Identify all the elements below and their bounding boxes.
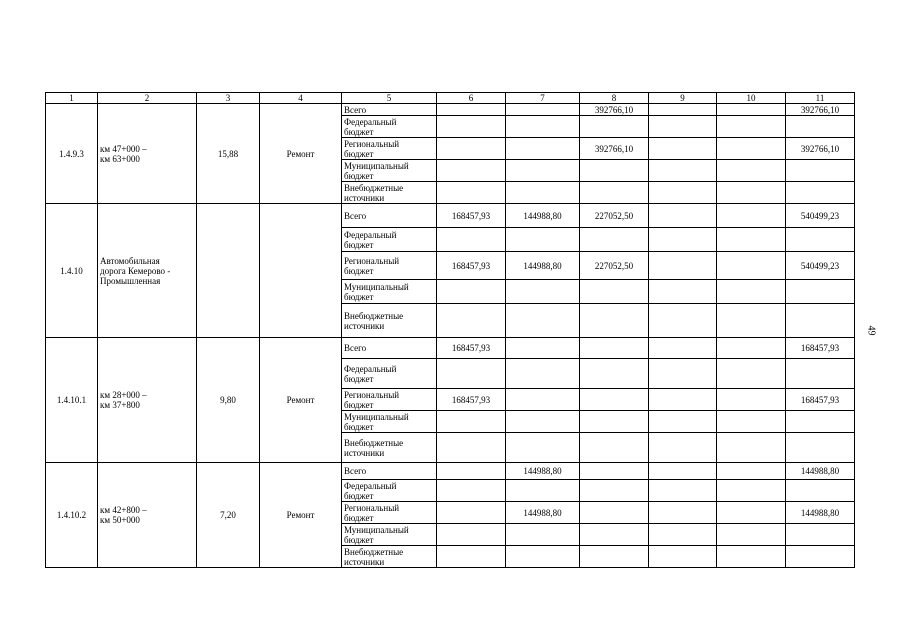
- value-cell-c6: [437, 463, 506, 480]
- value-cell-c6: [437, 304, 506, 338]
- value-cell-c9: [649, 116, 717, 138]
- funding-source: Региональный бюджет: [342, 502, 437, 524]
- item-name: км 47+000 – км 63+000: [98, 104, 197, 204]
- value-cell-c11: 144988,80: [786, 502, 855, 524]
- value-cell-c6: [437, 160, 506, 182]
- funding-source: Федеральный бюджет: [342, 228, 437, 252]
- value-cell-c9: [649, 228, 717, 252]
- funding-source: Муниципальный бюджет: [342, 280, 437, 304]
- value-cell-c10: [717, 138, 786, 160]
- table-row: [46, 204, 855, 228]
- table-body: [46, 104, 855, 568]
- value-cell-c6: [437, 104, 506, 116]
- funding-source: Региональный бюджет: [342, 138, 437, 160]
- item-length: 15,88: [197, 104, 260, 204]
- value-cell-c6: [437, 502, 506, 524]
- value-cell-c7: [506, 389, 580, 411]
- item-name: км 28+000 – км 37+800: [98, 338, 197, 463]
- value-cell-c10: [717, 160, 786, 182]
- funding-source: Муниципальный бюджет: [342, 411, 437, 433]
- value-cell-c8: [580, 411, 649, 433]
- item-length: [197, 204, 260, 338]
- item-work-type: Ремонт: [260, 463, 342, 568]
- funding-source: Федеральный бюджет: [342, 116, 437, 138]
- value-cell-c8: [580, 389, 649, 411]
- item-length: 7,20: [197, 463, 260, 568]
- value-cell-c8: [580, 160, 649, 182]
- value-cell-c10: [717, 502, 786, 524]
- value-cell-c10: [717, 359, 786, 389]
- value-cell-c9: [649, 138, 717, 160]
- header-col-4: 4: [260, 93, 342, 104]
- value-cell-c10: [717, 411, 786, 433]
- value-cell-c10: [717, 338, 786, 359]
- value-cell-c9: [649, 252, 717, 280]
- value-cell-c8: [580, 502, 649, 524]
- value-cell-c10: [717, 116, 786, 138]
- value-cell-c7: [506, 104, 580, 116]
- value-cell-c8: [580, 116, 649, 138]
- item-code: 1.4.9.3: [46, 104, 98, 204]
- value-cell-c6: [437, 411, 506, 433]
- value-cell-c7: 144988,80: [506, 252, 580, 280]
- value-cell-c11: [786, 160, 855, 182]
- value-cell-c8: [580, 433, 649, 463]
- value-cell-c8: [580, 546, 649, 568]
- value-cell-c7: [506, 359, 580, 389]
- value-cell-c9: [649, 524, 717, 546]
- value-cell-c9: [649, 182, 717, 204]
- value-cell-c11: [786, 304, 855, 338]
- item-length: 9,80: [197, 338, 260, 463]
- item-code: 1.4.10.1: [46, 338, 98, 463]
- value-cell-c8: [580, 463, 649, 480]
- funding-source: Всего: [342, 463, 437, 480]
- header-col-2: 2: [98, 93, 197, 104]
- value-cell-c8: 392766,10: [580, 138, 649, 160]
- value-cell-c8: [580, 228, 649, 252]
- value-cell-c11: 540499,23: [786, 252, 855, 280]
- funding-source: Всего: [342, 104, 437, 116]
- item-code: 1.4.10: [46, 204, 98, 338]
- value-cell-c10: [717, 228, 786, 252]
- value-cell-c7: [506, 116, 580, 138]
- value-cell-c6: [437, 524, 506, 546]
- header-col-6: 6: [437, 93, 506, 104]
- value-cell-c7: [506, 280, 580, 304]
- value-cell-c7: [506, 524, 580, 546]
- funding-source: Всего: [342, 338, 437, 359]
- value-cell-c7: [506, 182, 580, 204]
- value-cell-c8: 227052,50: [580, 252, 649, 280]
- value-cell-c7: 144988,80: [506, 502, 580, 524]
- value-cell-c8: 392766,10: [580, 104, 649, 116]
- value-cell-c10: [717, 524, 786, 546]
- value-cell-c8: [580, 338, 649, 359]
- value-cell-c8: [580, 280, 649, 304]
- value-cell-c9: [649, 160, 717, 182]
- value-cell-c9: [649, 502, 717, 524]
- value-cell-c9: [649, 463, 717, 480]
- item-name: Автомобильная дорога Кемерово - Промышленная: [98, 204, 197, 338]
- item-work-type: [260, 204, 342, 338]
- value-cell-c7: [506, 338, 580, 359]
- value-cell-c8: 227052,50: [580, 204, 649, 228]
- funding-source: Федеральный бюджет: [342, 480, 437, 502]
- value-cell-c6: [437, 359, 506, 389]
- funding-source: Всего: [342, 204, 437, 228]
- value-cell-c6: [437, 433, 506, 463]
- value-cell-c7: [506, 480, 580, 502]
- value-cell-c6: 168457,93: [437, 389, 506, 411]
- header-col-1: 1: [46, 93, 98, 104]
- header-row: [46, 93, 855, 104]
- value-cell-c11: 392766,10: [786, 104, 855, 116]
- value-cell-c8: [580, 524, 649, 546]
- value-cell-c11: 392766,10: [786, 138, 855, 160]
- value-cell-c7: 144988,80: [506, 204, 580, 228]
- value-cell-c10: [717, 104, 786, 116]
- header-col-11: 11: [786, 93, 855, 104]
- value-cell-c11: 168457,93: [786, 389, 855, 411]
- value-cell-c8: [580, 304, 649, 338]
- value-cell-c6: [437, 182, 506, 204]
- header-col-9: 9: [649, 93, 717, 104]
- value-cell-c9: [649, 204, 717, 228]
- funding-source: Муниципальный бюджет: [342, 160, 437, 182]
- value-cell-c11: [786, 280, 855, 304]
- header-col-5: 5: [342, 93, 437, 104]
- value-cell-c11: [786, 228, 855, 252]
- header-col-3: 3: [197, 93, 260, 104]
- value-cell-c6: [437, 280, 506, 304]
- value-cell-c8: [580, 480, 649, 502]
- funding-source: Внебюджетные источники: [342, 433, 437, 463]
- value-cell-c10: [717, 204, 786, 228]
- value-cell-c8: [580, 182, 649, 204]
- value-cell-c11: [786, 433, 855, 463]
- funding-source: Внебюджетные источники: [342, 304, 437, 338]
- value-cell-c11: 540499,23: [786, 204, 855, 228]
- value-cell-c10: [717, 463, 786, 480]
- value-cell-c7: [506, 304, 580, 338]
- value-cell-c10: [717, 433, 786, 463]
- table-row: [46, 104, 855, 116]
- value-cell-c7: 144988,80: [506, 463, 580, 480]
- value-cell-c7: [506, 138, 580, 160]
- value-cell-c11: [786, 116, 855, 138]
- value-cell-c7: [506, 160, 580, 182]
- value-cell-c10: [717, 280, 786, 304]
- value-cell-c10: [717, 480, 786, 502]
- value-cell-c10: [717, 546, 786, 568]
- value-cell-c9: [649, 359, 717, 389]
- value-cell-c10: [717, 182, 786, 204]
- table-row: [46, 463, 855, 480]
- value-cell-c7: [506, 411, 580, 433]
- value-cell-c9: [649, 280, 717, 304]
- header-col-8: 8: [580, 93, 649, 104]
- value-cell-c9: [649, 411, 717, 433]
- value-cell-c6: [437, 116, 506, 138]
- funding-source: Внебюджетные источники: [342, 546, 437, 568]
- value-cell-c6: [437, 138, 506, 160]
- value-cell-c11: 144988,80: [786, 463, 855, 480]
- value-cell-c11: 168457,93: [786, 338, 855, 359]
- value-cell-c9: [649, 389, 717, 411]
- item-work-type: Ремонт: [260, 104, 342, 204]
- header-col-7: 7: [506, 93, 580, 104]
- value-cell-c6: [437, 228, 506, 252]
- value-cell-c11: [786, 359, 855, 389]
- item-name: км 42+800 – км 50+000: [98, 463, 197, 568]
- value-cell-c10: [717, 304, 786, 338]
- funding-source: Региональный бюджет: [342, 389, 437, 411]
- value-cell-c11: [786, 524, 855, 546]
- value-cell-c7: [506, 546, 580, 568]
- value-cell-c6: [437, 546, 506, 568]
- value-cell-c9: [649, 433, 717, 463]
- funding-source: Федеральный бюджет: [342, 359, 437, 389]
- value-cell-c10: [717, 252, 786, 280]
- page-number: 49: [865, 325, 877, 336]
- value-cell-c9: [649, 480, 717, 502]
- value-cell-c8: [580, 359, 649, 389]
- value-cell-c9: [649, 304, 717, 338]
- program-table: [45, 92, 855, 568]
- value-cell-c11: [786, 546, 855, 568]
- value-cell-c11: [786, 182, 855, 204]
- funding-source: Муниципальный бюджет: [342, 524, 437, 546]
- funding-source: Внебюджетные источники: [342, 182, 437, 204]
- value-cell-c7: [506, 433, 580, 463]
- value-cell-c6: 168457,93: [437, 338, 506, 359]
- item-work-type: Ремонт: [260, 338, 342, 463]
- funding-source: Региональный бюджет: [342, 252, 437, 280]
- value-cell-c11: [786, 480, 855, 502]
- value-cell-c6: 168457,93: [437, 252, 506, 280]
- value-cell-c6: 168457,93: [437, 204, 506, 228]
- value-cell-c11: [786, 411, 855, 433]
- value-cell-c7: [506, 228, 580, 252]
- value-cell-c9: [649, 338, 717, 359]
- value-cell-c10: [717, 389, 786, 411]
- table-row: [46, 338, 855, 359]
- value-cell-c6: [437, 480, 506, 502]
- value-cell-c9: [649, 546, 717, 568]
- header-col-10: 10: [717, 93, 786, 104]
- value-cell-c9: [649, 104, 717, 116]
- item-code: 1.4.10.2: [46, 463, 98, 568]
